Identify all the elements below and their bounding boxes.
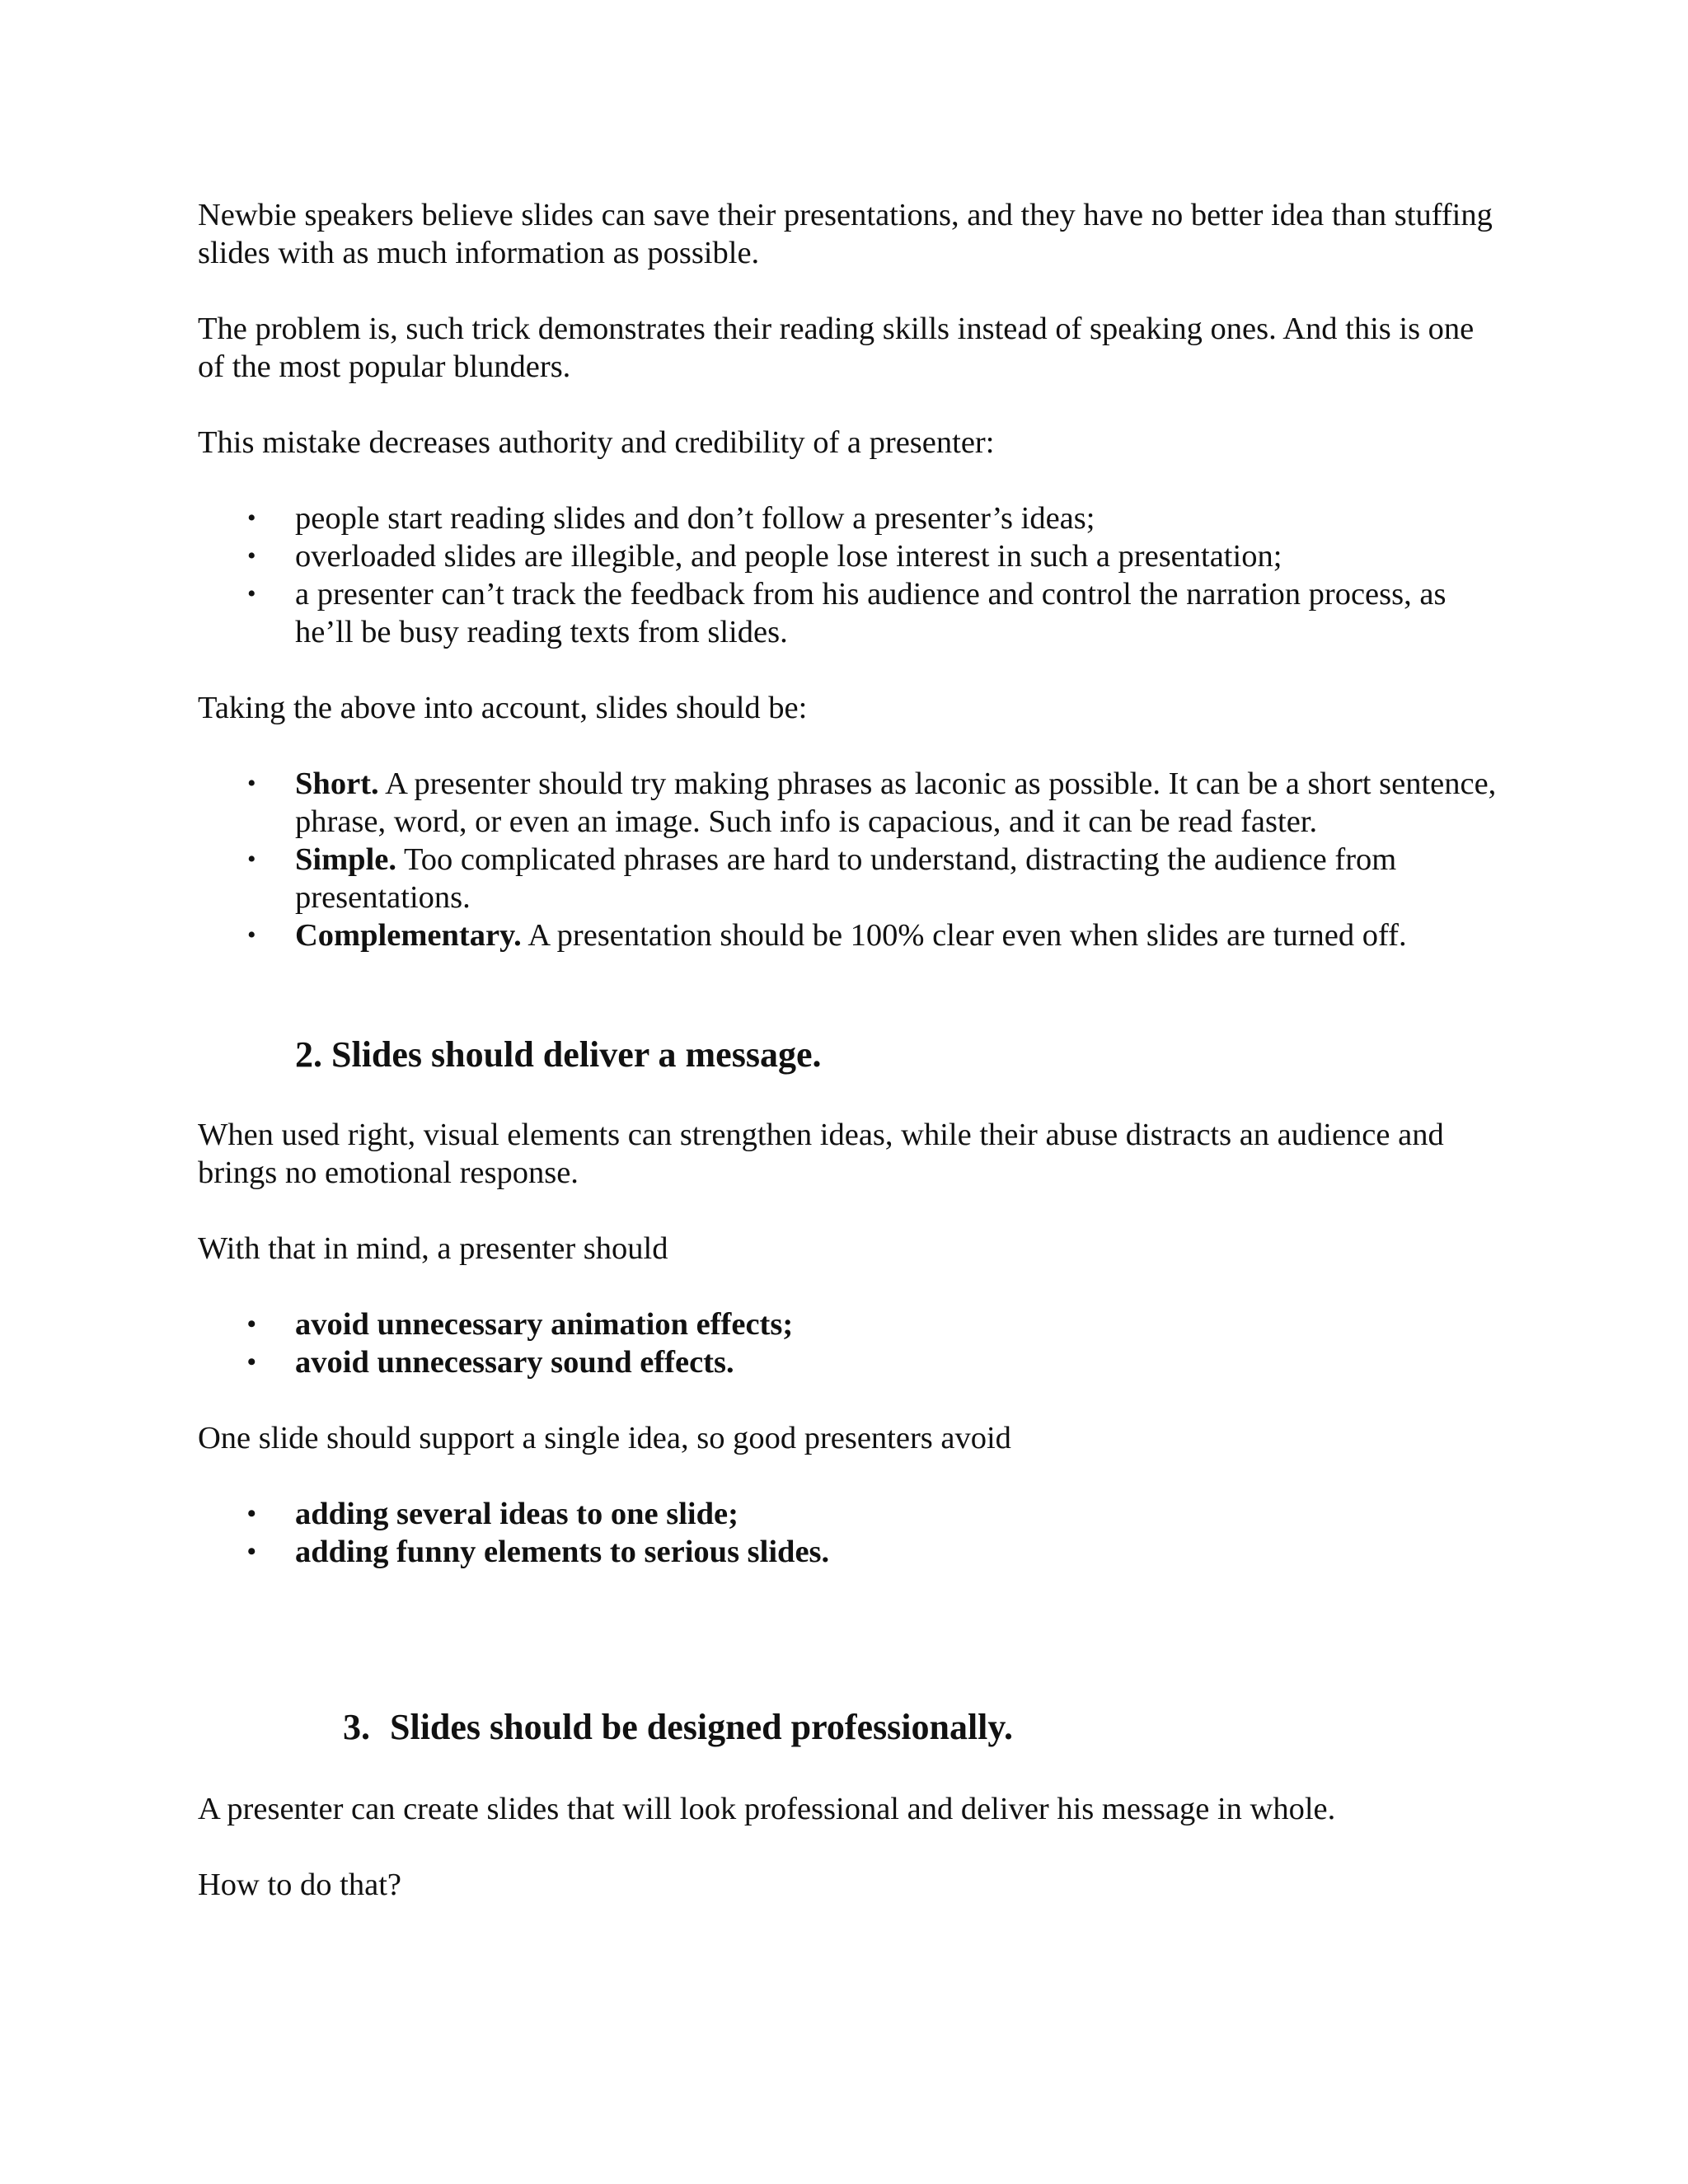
bullet-icon: • — [247, 1538, 256, 1565]
bullet-icon: • — [247, 504, 256, 532]
paragraph-taking-account: Taking the above into account, slides should be: — [198, 691, 808, 725]
mistake-consequences-list — [198, 499, 1500, 651]
heading-deliver-message: 2. Slides should deliver a message. — [295, 1034, 822, 1075]
paragraph-single-idea: One slide should support a single idea, so good presenters avoid — [198, 1421, 1011, 1455]
bullet-icon: • — [247, 580, 256, 607]
bullet-icon: • — [247, 542, 256, 569]
list-item: • Short. A presenter should try making phrases as laconic as possible. It can be a short sentence, phrase, word, or even an image. Such info is capacious, and it can be read faster. — [247, 766, 1497, 839]
list-item: • avoid unnecessary animation effects; — [247, 1307, 794, 1342]
paragraph-problem: The problem is, such trick demonstrates their reading skills instead of speaking ones. And this is one of the most popular blunders. — [198, 312, 1475, 384]
paragraph-how-to: How to do that? — [198, 1868, 401, 1902]
bullet-icon: • — [247, 770, 256, 797]
bullet-icon: • — [247, 1348, 256, 1376]
paragraph-intro: Newbie speakers believe slides can save their presentations, and they have no better idea than stuffing slides with as much information as possible. — [198, 198, 1493, 270]
list-item: • Simple. Too complicated phrases are hard to understand, distracting the audience from presentations. — [247, 842, 1397, 915]
list-item: • a presenter can’t track the feedback from his audience and control the narration process, as he’ll be busy reading texts from slides. — [247, 577, 1447, 649]
heading-text: Slides should be designed professionally. — [390, 1707, 1013, 1747]
list-item: • Complementary. A presentation should be 100% clear even when slides are turned off. — [247, 918, 1407, 953]
slide-qualities-list — [198, 765, 1500, 954]
heading-designed-professionally — [343, 1706, 1013, 1749]
avoid-effects-list — [198, 1305, 1500, 1381]
bullet-icon: • — [247, 1310, 256, 1338]
list-item: • adding funny elements to serious slides. — [247, 1535, 830, 1569]
paragraph-professional-slides: A presenter can create slides that will look professional and deliver his message in whole. — [198, 1792, 1336, 1826]
bullet-icon: • — [247, 1500, 256, 1527]
bullet-icon: • — [247, 921, 256, 949]
bullet-icon: • — [247, 846, 256, 873]
list-item: • overloaded slides are illegible, and people lose interest in such a presentation; — [247, 539, 1282, 574]
list-item: • adding several ideas to one slide; — [247, 1497, 738, 1531]
list-item: • people start reading slides and don’t follow a presenter’s ideas; — [247, 501, 1095, 536]
paragraph-with-that-in-mind: With that in mind, a presenter should — [198, 1231, 668, 1266]
avoid-ideas-list — [198, 1495, 1500, 1571]
list-item: • avoid unnecessary sound effects. — [247, 1345, 734, 1380]
paragraph-mistake: This mistake decreases authority and credibility of a presenter: — [198, 425, 995, 460]
paragraph-visual-elements: When used right, visual elements can strengthen ideas, while their abuse distracts an audience and brings no emotional response. — [198, 1118, 1444, 1190]
heading-number: 3. — [343, 1707, 370, 1747]
